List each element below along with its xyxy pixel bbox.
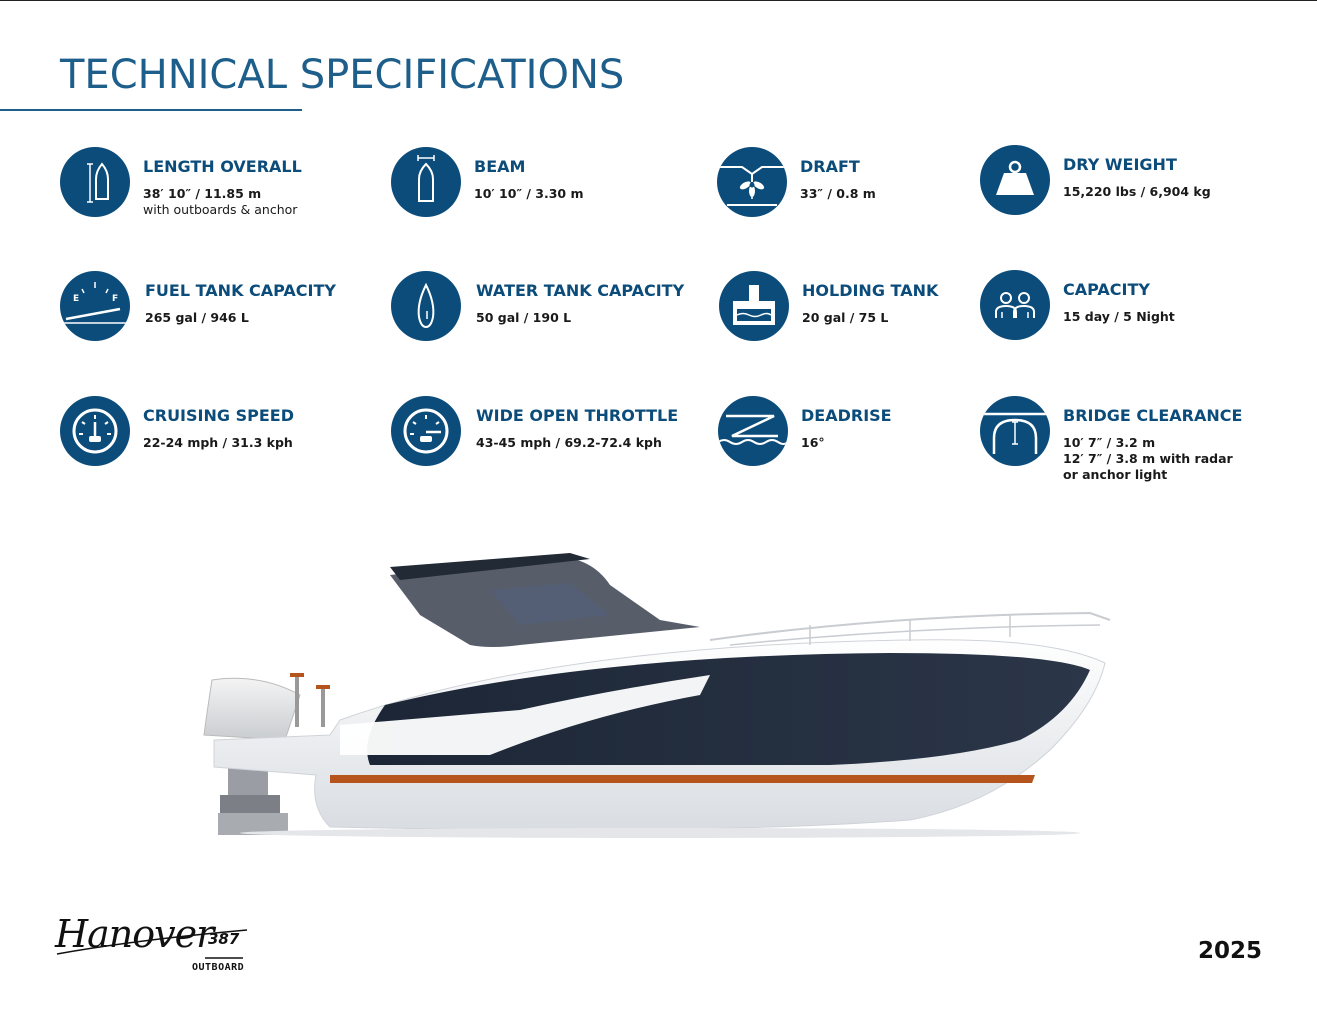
- boat-beam-icon: [391, 147, 461, 217]
- spec-label: WATER TANK CAPACITY: [476, 281, 685, 300]
- weight-icon: [980, 145, 1050, 215]
- spec-holding-tank: [719, 271, 1009, 361]
- spec-value: 38′ 10″ / 11.85 m: [143, 186, 262, 201]
- brand-logo: [55, 910, 255, 982]
- svg-text:F: F: [112, 294, 119, 304]
- spec-note-2: or anchor light: [1063, 467, 1168, 482]
- speedometer-icon: [60, 396, 130, 466]
- boat-illustration: [190, 545, 1120, 845]
- spec-label: DRY WEIGHT: [1063, 155, 1177, 174]
- spec-label: CRUISING SPEED: [143, 406, 294, 425]
- spec-value: 265 gal / 946 L: [145, 310, 249, 325]
- spec-label: HOLDING TANK: [802, 281, 939, 300]
- boat-length-icon: [60, 147, 130, 217]
- spec-value: 10′ 7″ / 3.2 m: [1063, 435, 1156, 450]
- title-underline: [0, 109, 302, 111]
- people-icon: [980, 270, 1050, 340]
- spec-value: 22-24 mph / 31.3 kph: [143, 435, 293, 450]
- spec-label: WIDE OPEN THROTTLE: [476, 406, 679, 425]
- spec-value: 16°: [801, 435, 825, 450]
- spec-bridge-clearance: [980, 396, 1270, 491]
- spec-water-tank: [391, 271, 685, 361]
- spec-value: 15,220 lbs / 6,904 kg: [1063, 184, 1211, 199]
- spec-value: 10′ 10″ / 3.30 m: [474, 186, 584, 201]
- brand-model: 387: [208, 930, 240, 948]
- throttle-gauge-icon: [391, 396, 461, 466]
- spec-length-overall: [60, 147, 350, 237]
- spec-label: DRAFT: [800, 157, 860, 176]
- spec-value: 20 gal / 75 L: [802, 310, 889, 325]
- page-title: TECHNICAL SPECIFICATIONS: [60, 52, 625, 98]
- spec-fuel-tank: [60, 271, 350, 361]
- spec-draft: [717, 147, 1007, 237]
- spec-label: LENGTH OVERALL: [143, 157, 302, 176]
- brand-variant: OUTBOARD: [192, 962, 245, 973]
- holding-tank-icon: [719, 271, 789, 341]
- svg-text:E: E: [73, 294, 80, 304]
- spec-note: with outboards & anchor: [143, 202, 298, 217]
- brand-name: Hanover: [55, 912, 214, 956]
- spec-value: 50 gal / 190 L: [476, 310, 572, 325]
- bridge-icon: [980, 396, 1050, 466]
- spec-deadrise: [718, 396, 1008, 486]
- spec-wide-open-throttle: [391, 396, 681, 486]
- spec-dry-weight: [980, 145, 1270, 235]
- hull-deadrise-icon: [718, 396, 788, 466]
- spec-label: BEAM: [474, 157, 526, 176]
- top-rule: [0, 0, 1317, 1]
- model-year: 2025: [1198, 938, 1263, 964]
- spec-label: CAPACITY: [1063, 280, 1150, 299]
- propeller-draft-icon: [717, 147, 787, 217]
- spec-beam: [391, 147, 681, 237]
- spec-capacity: [980, 270, 1270, 360]
- spec-cruising-speed: [60, 396, 350, 486]
- spec-note: 12′ 7″ / 3.8 m with radar: [1063, 451, 1233, 466]
- spec-label: FUEL TANK CAPACITY: [145, 281, 336, 300]
- spec-label: BRIDGE CLEARANCE: [1063, 406, 1243, 425]
- fuel-gauge-icon: [60, 271, 130, 341]
- spec-value: 15 day / 5 Night: [1063, 309, 1175, 324]
- spec-label: DEADRISE: [801, 406, 892, 425]
- water-drop-icon: [391, 271, 461, 341]
- spec-value: 43-45 mph / 69.2-72.4 kph: [476, 435, 662, 450]
- spec-value: 33″ / 0.8 m: [800, 186, 876, 201]
